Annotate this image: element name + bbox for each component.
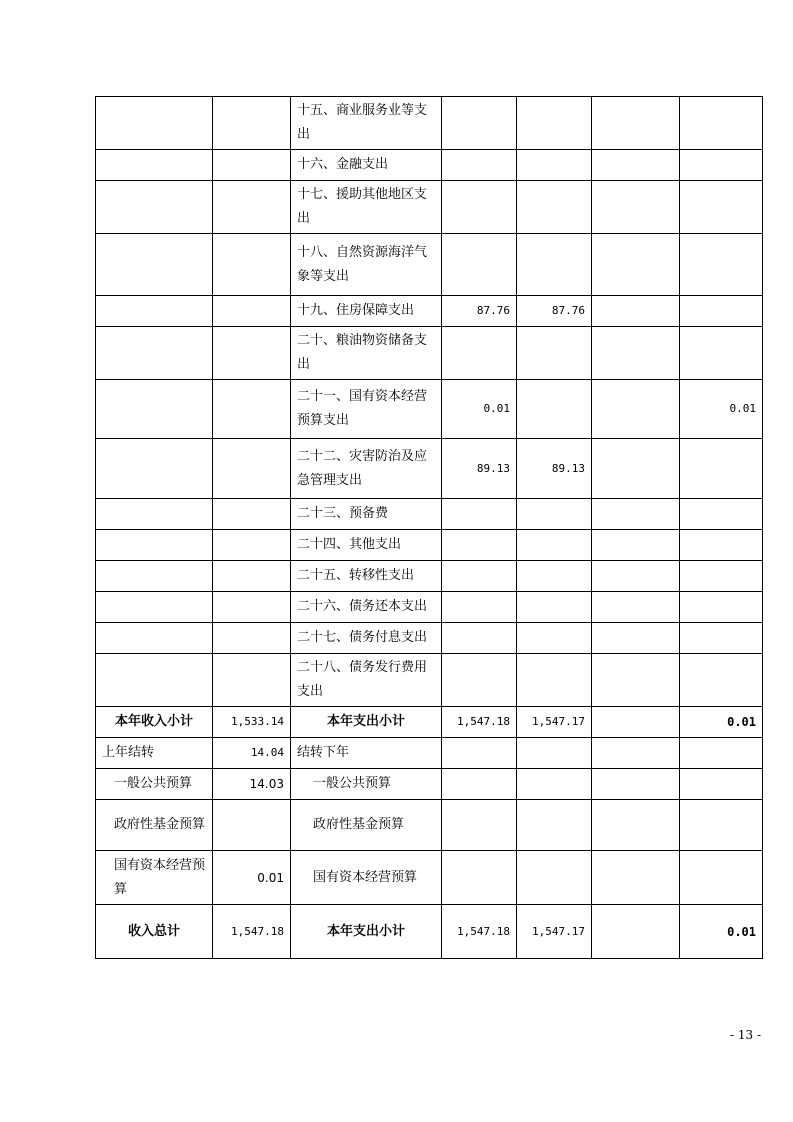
expenditure-total xyxy=(442,234,517,296)
expenditure-state-capital xyxy=(680,561,763,592)
grand-total-expense-state: 0.01 xyxy=(680,905,763,959)
carryover-income-value: 14.03 xyxy=(213,769,291,800)
carryover-income-value: 0.01 xyxy=(213,851,291,905)
expenditure-total xyxy=(442,592,517,623)
income-item-cell xyxy=(96,592,213,623)
expenditure-fund-budget xyxy=(592,296,680,327)
grand-total-income-label: 收入总计 xyxy=(96,905,213,959)
expenditure-fund-budget xyxy=(592,530,680,561)
expenditure-state-capital xyxy=(680,623,763,654)
income-amount-cell xyxy=(213,499,291,530)
grand-total-expense-fund xyxy=(592,905,680,959)
expenditure-item-label: 二十八、债务发行费用支出 xyxy=(291,654,442,707)
carryover-income-value xyxy=(213,800,291,851)
expense-subtotal-general: 1,547.17 xyxy=(517,707,592,738)
income-amount-cell xyxy=(213,592,291,623)
income-item-cell xyxy=(96,530,213,561)
expenditure-general-budget xyxy=(517,623,592,654)
income-amount-cell xyxy=(213,561,291,592)
grand-total-expense-total: 1,547.18 xyxy=(442,905,517,959)
expenditure-state-capital xyxy=(680,654,763,707)
expenditure-item-label: 十五、商业服务业等支出 xyxy=(291,97,442,150)
expenditure-state-capital xyxy=(680,234,763,296)
expenditure-fund-budget xyxy=(592,380,680,439)
grand-total-expense-label: 本年支出小计 xyxy=(291,905,442,959)
carryover-row xyxy=(96,769,763,800)
expenditure-item-label: 十七、援助其他地区支出 xyxy=(291,181,442,234)
prev-carryover-label: 上年结转 xyxy=(96,738,213,769)
expenditure-total: 87.76 xyxy=(442,296,517,327)
next-carryover-label: 结转下年 xyxy=(291,738,442,769)
expenditure-state-capital xyxy=(680,181,763,234)
expenditure-fund-budget xyxy=(592,654,680,707)
expenditure-row xyxy=(96,296,763,327)
expenditure-row xyxy=(96,181,763,234)
expenditure-state-capital xyxy=(680,499,763,530)
expenditure-row xyxy=(96,499,763,530)
expenditure-total xyxy=(442,561,517,592)
expenditure-total: 0.01 xyxy=(442,380,517,439)
budget-table xyxy=(95,96,763,959)
income-amount-cell xyxy=(213,380,291,439)
expenditure-item-label: 二十三、预备费 xyxy=(291,499,442,530)
income-item-cell xyxy=(96,623,213,654)
income-amount-cell xyxy=(213,530,291,561)
expenditure-general-budget xyxy=(517,181,592,234)
expenditure-general-budget xyxy=(517,654,592,707)
income-item-cell xyxy=(96,380,213,439)
income-amount-cell xyxy=(213,327,291,380)
expense-subtotal-fund xyxy=(592,707,680,738)
expenditure-rows xyxy=(96,97,763,707)
expenditure-state-capital xyxy=(680,439,763,499)
expenditure-item-label: 二十、粮油物资储备支出 xyxy=(291,327,442,380)
income-amount-cell xyxy=(213,234,291,296)
expenditure-row xyxy=(96,623,763,654)
expenditure-fund-budget xyxy=(592,499,680,530)
expenditure-total: 89.13 xyxy=(442,439,517,499)
expenditure-total xyxy=(442,181,517,234)
expenditure-general-budget xyxy=(517,499,592,530)
carryover-header-row xyxy=(96,738,763,769)
carryover-expense-label: 一般公共预算 xyxy=(291,769,442,800)
expenditure-item-label: 二十六、债务还本支出 xyxy=(291,592,442,623)
expenditure-state-capital xyxy=(680,327,763,380)
expenditure-general-budget xyxy=(517,530,592,561)
expenditure-general-budget xyxy=(517,327,592,380)
carryover-income-label: 国有资本经营预算 xyxy=(96,851,213,905)
expenditure-row xyxy=(96,654,763,707)
income-amount-cell xyxy=(213,654,291,707)
expenditure-item-label: 二十七、债务付息支出 xyxy=(291,623,442,654)
expenditure-fund-budget xyxy=(592,439,680,499)
grand-total-income-value: 1,547.18 xyxy=(213,905,291,959)
expenditure-fund-budget xyxy=(592,561,680,592)
expenditure-general-budget xyxy=(517,380,592,439)
expenditure-row xyxy=(96,561,763,592)
income-item-cell xyxy=(96,150,213,181)
page-number: - 13 - xyxy=(729,1028,761,1042)
expenditure-general-budget xyxy=(517,150,592,181)
grand-total-expense-general: 1,547.17 xyxy=(517,905,592,959)
carryover-income-label: 一般公共预算 xyxy=(96,769,213,800)
income-item-cell xyxy=(96,181,213,234)
income-amount-cell xyxy=(213,181,291,234)
income-item-cell xyxy=(96,561,213,592)
income-amount-cell xyxy=(213,150,291,181)
income-amount-cell xyxy=(213,623,291,654)
expenditure-state-capital xyxy=(680,592,763,623)
expenditure-total xyxy=(442,97,517,150)
summary-rows xyxy=(96,707,763,959)
income-item-cell xyxy=(96,654,213,707)
expenditure-total xyxy=(442,150,517,181)
expenditure-item-label: 二十二、灾害防治及应急管理支出 xyxy=(291,439,442,499)
expenditure-row xyxy=(96,97,763,150)
expenditure-state-capital xyxy=(680,150,763,181)
expenditure-item-label: 十八、自然资源海洋气象等支出 xyxy=(291,234,442,296)
expenditure-state-capital xyxy=(680,296,763,327)
expenditure-item-label: 二十四、其他支出 xyxy=(291,530,442,561)
expenditure-row xyxy=(96,380,763,439)
income-subtotal-value: 1,533.14 xyxy=(213,707,291,738)
expenditure-general-budget xyxy=(517,97,592,150)
income-item-cell xyxy=(96,439,213,499)
expenditure-total xyxy=(442,654,517,707)
expense-subtotal-label: 本年支出小计 xyxy=(291,707,442,738)
expenditure-fund-budget xyxy=(592,234,680,296)
carryover-row xyxy=(96,851,763,905)
expense-subtotal-total: 1,547.18 xyxy=(442,707,517,738)
expenditure-total xyxy=(442,623,517,654)
carryover-row xyxy=(96,800,763,851)
expenditure-row xyxy=(96,234,763,296)
expense-subtotal-state: 0.01 xyxy=(680,707,763,738)
expenditure-general-budget: 89.13 xyxy=(517,439,592,499)
income-amount-cell xyxy=(213,296,291,327)
expenditure-total xyxy=(442,530,517,561)
income-subtotal-label: 本年收入小计 xyxy=(96,707,213,738)
expenditure-general-budget xyxy=(517,561,592,592)
expenditure-row xyxy=(96,592,763,623)
expenditure-fund-budget xyxy=(592,623,680,654)
expenditure-state-capital xyxy=(680,97,763,150)
expenditure-general-budget xyxy=(517,234,592,296)
subtotal-row xyxy=(96,707,763,738)
expenditure-general-budget: 87.76 xyxy=(517,296,592,327)
expenditure-state-capital xyxy=(680,530,763,561)
expenditure-item-label: 十六、金融支出 xyxy=(291,150,442,181)
expenditure-item-label: 二十一、国有资本经营预算支出 xyxy=(291,380,442,439)
expenditure-general-budget xyxy=(517,592,592,623)
expenditure-total xyxy=(442,327,517,380)
income-item-cell xyxy=(96,97,213,150)
expenditure-fund-budget xyxy=(592,97,680,150)
expenditure-item-label: 十九、住房保障支出 xyxy=(291,296,442,327)
expenditure-fund-budget xyxy=(592,592,680,623)
expenditure-fund-budget xyxy=(592,181,680,234)
income-item-cell xyxy=(96,296,213,327)
expenditure-row xyxy=(96,150,763,181)
carryover-income-label: 政府性基金预算 xyxy=(96,800,213,851)
carryover-expense-label: 政府性基金预算 xyxy=(291,800,442,851)
income-amount-cell xyxy=(213,439,291,499)
expenditure-row xyxy=(96,327,763,380)
expenditure-state-capital: 0.01 xyxy=(680,380,763,439)
expenditure-fund-budget xyxy=(592,150,680,181)
expenditure-item-label: 二十五、转移性支出 xyxy=(291,561,442,592)
carryover-expense-label: 国有资本经营预算 xyxy=(291,851,442,905)
income-amount-cell xyxy=(213,97,291,150)
expenditure-total xyxy=(442,499,517,530)
grand-total-row xyxy=(96,905,763,959)
income-item-cell xyxy=(96,499,213,530)
prev-carryover-value: 14.04 xyxy=(213,738,291,769)
income-item-cell xyxy=(96,327,213,380)
expenditure-fund-budget xyxy=(592,327,680,380)
expenditure-row xyxy=(96,439,763,499)
expenditure-row xyxy=(96,530,763,561)
income-item-cell xyxy=(96,234,213,296)
